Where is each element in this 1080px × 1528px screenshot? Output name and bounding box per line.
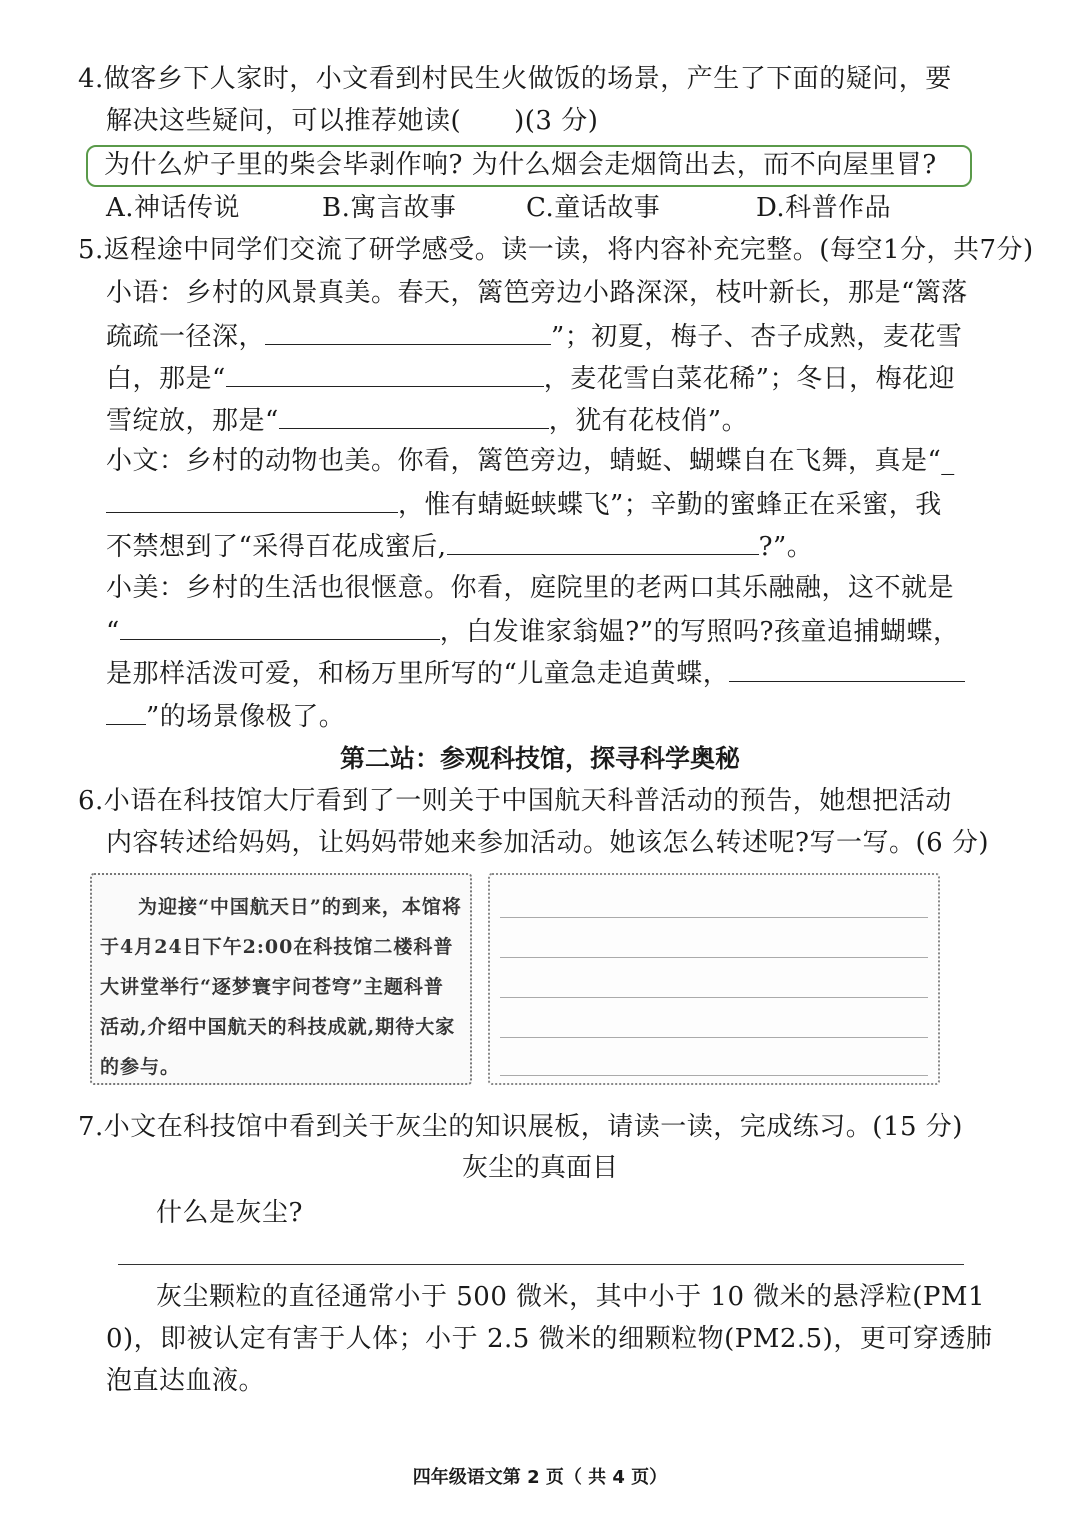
q7-paragraph-line-1: 灰尘颗粒的直径通常小于 500 微米，其中小于 10 微米的悬浮粒(PM1 [156, 1282, 986, 1312]
text-segment: 不禁想到了“采得百花成蜜后, [106, 532, 447, 562]
page-footer: 四年级语文第 2 页（ 共 4 页） [412, 1467, 668, 1488]
q5-xiaowen-line-3 [106, 528, 813, 564]
q7-paragraph-line-2: 0)，即被认定有害于人体；小于 2.5 微米的细颗粒物(PM2.5)，更可穿透肺 [106, 1324, 993, 1354]
q6-line-2: 内容转述给妈妈，让妈妈带她来参加活动。她该怎么转述呢?写一写。(6 分) [106, 828, 990, 858]
q4-option-b: B.寓言故事 [322, 193, 457, 223]
q4-line-1: 4.做客乡下人家时，小文看到村民生火做饭的场景，产生了下面的疑问，要 [78, 64, 952, 94]
q7-article-title: 灰尘的真面目 [461, 1153, 618, 1183]
q5-xiaomei-line-3 [106, 655, 965, 691]
answer-line [500, 1075, 928, 1076]
q7-paragraph-line-3: 泡直达血液。 [106, 1366, 266, 1396]
q5-xiaoyu-line-1: 小语：乡村的风景真美。春天，篱笆旁边小路深深，枝叶新长，那是“篱落 [106, 278, 968, 308]
q5-xiaowen-line-2 [106, 486, 942, 522]
q7-line-1: 7.小文在科技馆中看到关于灰尘的知识展板，请读一读，完成练习。(15 分) [78, 1112, 963, 1142]
q5-xiaoyu-line-4 [106, 402, 748, 438]
q6-answer-box[interactable] [488, 873, 940, 1085]
station-2-heading: 第二站：参观科技馆，探寻科学奥秘 [339, 744, 740, 773]
q7-answer-line[interactable] [118, 1264, 964, 1265]
answer-line [500, 917, 928, 918]
text-segment: “ [106, 617, 120, 647]
notice-text: 为迎接“中国航天日”的到来，本馆将于4月24日下午2:00在科技馆二楼科普大讲堂举行“逐梦寰宇问苍穹”主题科普活动,介绍中国航天的科技成就,期待大家的参与。 [100, 896, 462, 1078]
text-segment: ，犹有花枝俏”。 [548, 406, 749, 436]
fill-blank-4[interactable] [106, 486, 398, 513]
q4-line-2: 解决这些疑问，可以推荐她读( )(3 分) [106, 106, 599, 136]
text-segment: 是那样活泼可爱，和杨万里所写的“儿童急走追黄蝶， [106, 659, 730, 689]
q4-option-a: A.神话传说 [106, 193, 241, 223]
text-segment: ，惟有蜻蜓蛱蝶飞”；辛勤的蜜蜂正在采蜜，我 [398, 490, 942, 520]
q5-xiaoyu-line-2 [106, 318, 962, 354]
q4-option-c: C.童话故事 [526, 193, 661, 223]
q5-xiaomei-line-2 [106, 613, 959, 649]
fill-blank-7-continued[interactable] [106, 698, 146, 725]
answer-line [500, 1037, 928, 1038]
q6-line-1: 6.小语在科技馆大厅看到了一则关于中国航天科普活动的预告，她想把活动 [78, 786, 952, 816]
fill-blank-2[interactable] [226, 360, 544, 387]
fill-blank-7[interactable] [729, 655, 965, 682]
fill-blank-5[interactable] [447, 528, 759, 555]
text-segment: ”；初夏，梅子、杏子成熟，麦花雪 [551, 322, 963, 352]
notice-card [90, 873, 472, 1085]
text-segment: 雪绽放，那是“ [106, 406, 279, 436]
q5-xiaowen-line-1: 小文：乡村的动物也美。你看，篱笆旁边，蜻蜓、蝴蝶自在飞舞，真是“_ [106, 446, 955, 476]
q5-xiaomei-line-1: 小美：乡村的生活也很惬意。你看，庭院里的老两口其乐融融，这不就是 [106, 573, 955, 603]
text-segment: ，麦花雪白菜花稀”；冬日，梅花迎 [543, 364, 956, 394]
q5-xiaoyu-line-3 [106, 360, 955, 396]
fill-blank-6[interactable] [120, 613, 440, 640]
text-segment: ”的场景像极了。 [146, 702, 346, 732]
fill-blank-3[interactable] [279, 402, 549, 429]
q4-option-d: D.科普作品 [756, 193, 892, 223]
answer-line [500, 957, 928, 958]
q5-title: 5.返程途中同学们交流了研学感受。读一读，将内容补充完整。(每空1分，共7分) [78, 235, 1034, 265]
text-segment: ，白发谁家翁媪?”的写照吗?孩童追捕蝴蝶， [439, 617, 960, 647]
text-segment: 白，那是“ [106, 364, 226, 394]
text-segment: 疏疏一径深， [106, 322, 266, 352]
answer-line [500, 997, 928, 998]
text-segment: ?”。 [758, 532, 814, 562]
q7-subheading: 什么是灰尘? [156, 1198, 303, 1228]
q5-xiaomei-line-4 [106, 698, 345, 734]
q4-boxed-question: 为什么炉子里的柴会毕剥作响? 为什么烟会走烟筒出去，而不向屋里冒? [104, 150, 937, 180]
fill-blank-1[interactable] [265, 318, 551, 345]
